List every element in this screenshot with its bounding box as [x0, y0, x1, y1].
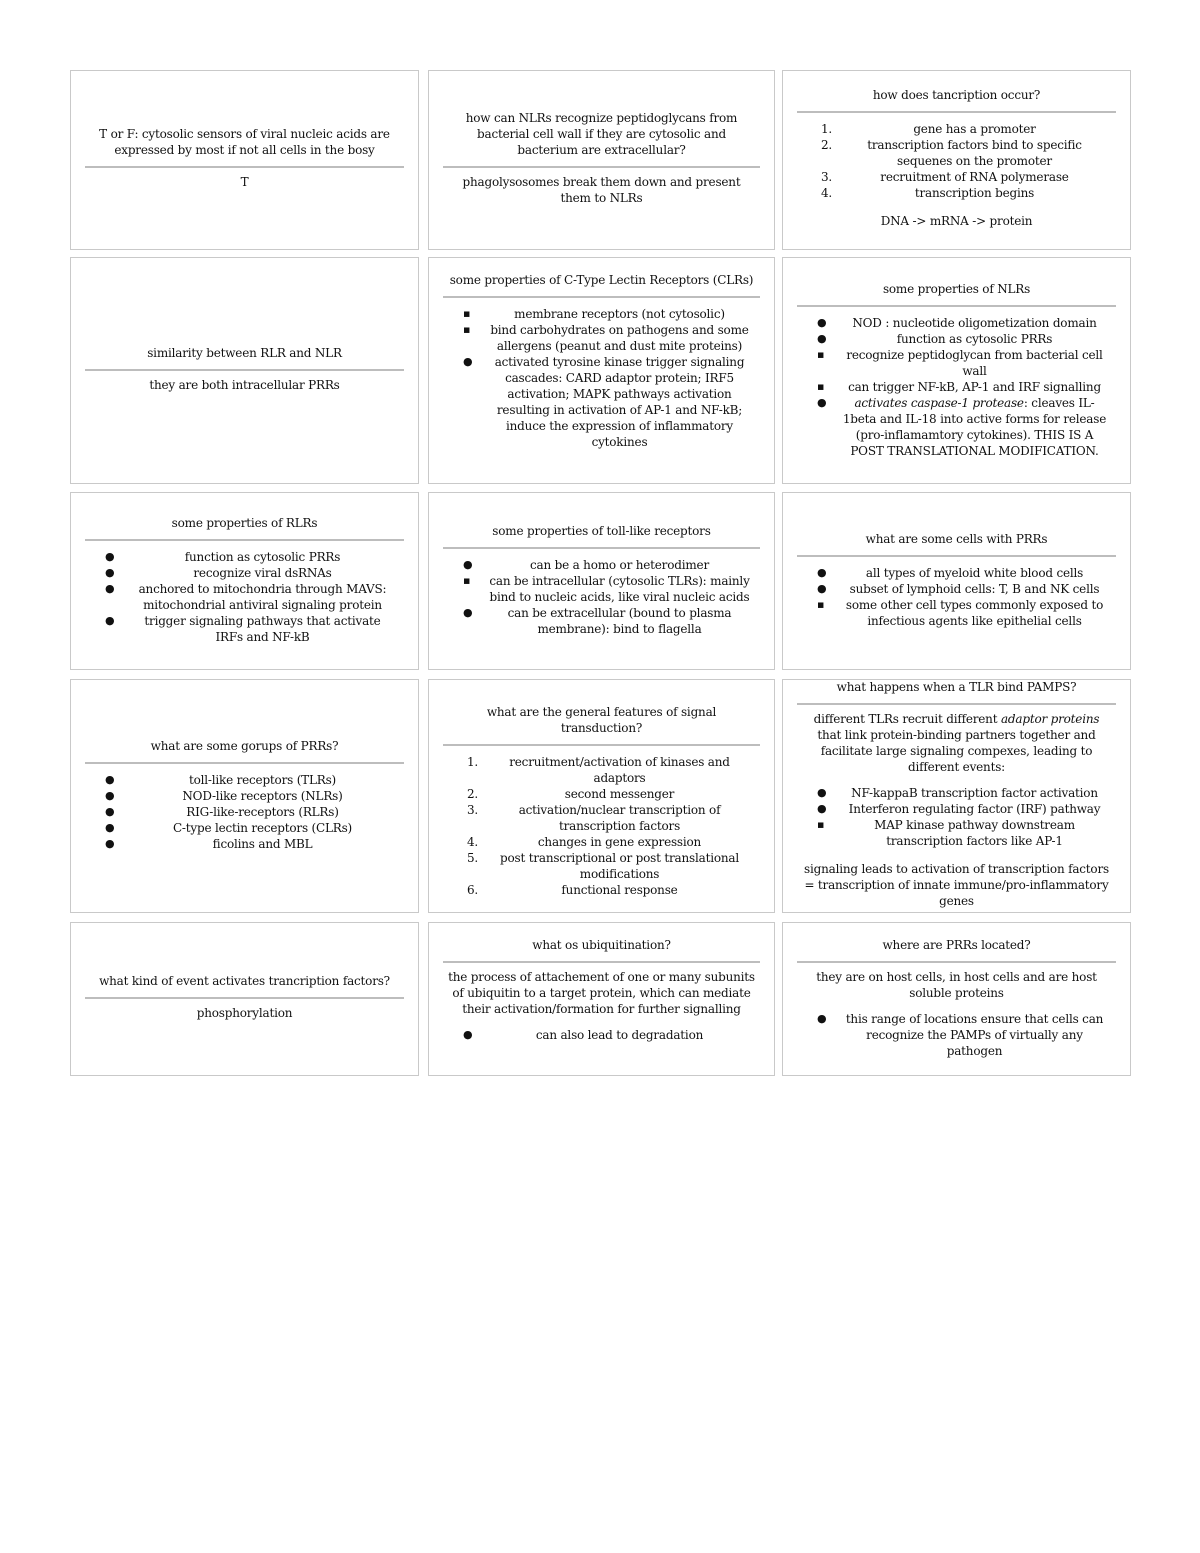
answer-text: the process of attachement of one or many subunits of ubiquitin to a target protein, which can mediate their activation/formation for further signalling	[448, 970, 755, 1016]
list-item: ● Interferon regulating factor (IRF) pathway	[817, 802, 1101, 816]
card-divider	[85, 539, 404, 541]
list-item: 1. recruitment/activation of kinases and adaptors	[467, 755, 730, 785]
bullet-list	[801, 565, 1112, 629]
list-item: ● can be a homo or heterodimer	[463, 558, 709, 572]
list-item: 2. second messenger	[467, 787, 675, 801]
card-answer	[797, 969, 1116, 1061]
card-answer	[85, 174, 404, 194]
card-question: some properties of NLRs	[882, 281, 1031, 296]
flashcard	[428, 257, 775, 484]
bullet-list	[89, 772, 400, 852]
list-item: ● NF-kappaB transcription factor activation	[817, 786, 1098, 800]
list-item: 6. functional response	[467, 883, 678, 897]
list-item: 1. gene has a promoter	[821, 122, 1036, 136]
list-item: ● can also lead to degradation	[463, 1028, 704, 1042]
card-question: some properties of toll-like receptors	[492, 524, 711, 538]
flashcard	[70, 492, 419, 670]
list-item: ● activated tyrosine kinase trigger signaling cascades: CARD adaptor protein; IRF5 activation; MAPK pathways activation resulting in activation of AP-1 and NF-kB; induce the expression of inflammatory cytokines	[463, 355, 745, 449]
card-question: T or F: cytosolic sensors of viral nucleic acids are expressed by most if not all cells in the bosy	[99, 127, 390, 157]
answer-text: they are on host cells, in host cells and are host soluble proteins	[816, 970, 1097, 1000]
card-answer	[443, 555, 760, 639]
flashcard	[782, 70, 1131, 250]
list-item: ● anchored to mitochondria through MAVS: mitochondrial antiviral signaling protein	[105, 582, 387, 612]
card-question: similarity between RLR and NLR	[147, 345, 342, 360]
flashcard	[428, 679, 775, 913]
list-item: ▪ some other cell types commonly exposed to infectious agents like epithelial cells	[817, 598, 1104, 628]
bullet-list	[89, 549, 400, 645]
card-answer	[797, 119, 1116, 233]
card-divider	[443, 166, 760, 168]
card-divider	[85, 762, 404, 764]
card-answer	[85, 377, 404, 397]
list-item: ● function as cytosolic PRRs	[817, 331, 1053, 346]
flashcard	[428, 492, 775, 670]
card-divider	[443, 296, 760, 298]
card-question: where are PRRs located?	[882, 938, 1031, 952]
flashcard	[782, 257, 1131, 484]
card-answer	[443, 304, 760, 452]
card-question: what happens when a TLR bind PAMPS?	[836, 680, 1077, 694]
list-item: 2. transcription factors bind to specific sequenes on the promoter	[821, 138, 1082, 168]
card-answer	[443, 174, 760, 210]
card-divider	[797, 703, 1116, 705]
answer-text: T	[240, 175, 249, 189]
list-item: ● activates caspase-1 protease: cleaves IL-1beta and IL-18 into active forms for release (pro-inflamamtory cytokines). THIS IS A POST TRANSLATIONAL MODIFICATION.	[817, 395, 1107, 458]
card-question: how can NLRs recognize peptidoglycans from bacterial cell wall if they are cytosolic and bacterium are extracellular?	[465, 111, 738, 157]
card-answer	[85, 1005, 404, 1025]
card-divider	[443, 961, 760, 963]
card-answer	[797, 313, 1116, 461]
card-question: what os ubiquitination?	[532, 938, 671, 952]
list-item: 3. activation/nuclear transcription of transcription factors	[467, 803, 721, 833]
list-item: ● toll-like receptors (TLRs)	[105, 773, 337, 787]
card-question: how does tancription occur?	[872, 88, 1041, 102]
list-item: ● function as cytosolic PRRs	[105, 550, 341, 564]
bullet-list	[447, 1027, 756, 1043]
flashcard	[428, 70, 775, 250]
card-question: what are some gorups of PRRs?	[150, 739, 339, 753]
card-divider	[797, 961, 1116, 963]
bullet-list	[801, 315, 1112, 459]
card-answer	[797, 711, 1116, 913]
bullet-list	[447, 306, 756, 450]
list-item: ▪ bind carbohydrates on pathogens and some allergens (peanut and dust mite proteins)	[463, 323, 749, 353]
flashcard	[70, 257, 419, 484]
numbered-list	[447, 754, 756, 898]
list-item: ● this range of locations ensure that cells can recognize the PAMPs of virtually any pathogen	[817, 1012, 1104, 1058]
card-answer	[443, 969, 760, 1045]
card-divider	[443, 547, 760, 549]
card-divider	[85, 997, 404, 999]
bullet-list	[447, 557, 756, 637]
card-question: some properties of C-Type Lectin Receptors (CLRs)	[449, 273, 754, 287]
list-item: ● NOD : nucleotide oligometization domain	[817, 315, 1097, 330]
list-item: ● NOD-like receptors (NLRs)	[105, 789, 343, 803]
flashcard	[782, 679, 1131, 913]
card-divider	[85, 166, 404, 168]
list-item: ▪ membrane receptors (not cytosolic)	[463, 307, 725, 321]
card-answer	[797, 563, 1116, 631]
list-item: ● ficolins and MBL	[105, 837, 313, 851]
list-item: ● C-type lectin receptors (CLRs)	[105, 821, 353, 835]
answer-text: different TLRs recruit different adaptor proteins that link protein-binding partners together and facilitate large signaling compexes, leading to different events:	[813, 712, 1100, 774]
list-item: ● can be extracellular (bound to plasma membrane): bind to flagella	[463, 606, 732, 636]
list-item: ▪ can trigger NF-kB, AP-1 and IRF signalling	[817, 379, 1101, 394]
answer-text: DNA -> mRNA -> protein	[880, 214, 1033, 228]
card-question: what are the general features of signal transduction?	[486, 705, 717, 735]
card-question: what kind of event activates trancription factors?	[99, 974, 390, 988]
card-answer	[85, 547, 404, 647]
list-item: 5. post transcriptional or post translational modifications	[467, 851, 739, 881]
card-answer	[443, 752, 760, 900]
list-item: ● all types of myeloid white blood cells	[817, 566, 1084, 580]
list-item: ● trigger signaling pathways that activate IRFs and NF-kB	[105, 614, 381, 644]
answer-text: phosphorylation	[196, 1006, 293, 1020]
card-divider	[85, 369, 404, 371]
answer-text: signaling leads to activation of transcription factors = transcription of innate immune/pro-inflammatory genes	[804, 862, 1109, 908]
list-item: 4. transcription begins	[821, 186, 1035, 200]
list-item: ● subset of lymphoid cells: T, B and NK cells	[817, 582, 1100, 596]
card-divider	[443, 744, 760, 746]
flashcard	[428, 922, 775, 1076]
numbered-list	[801, 121, 1112, 201]
answer-text: phagolysosomes break them down and present them to NLRs	[462, 175, 741, 205]
list-item: ▪ MAP kinase pathway downstream transcription factors like AP-1	[817, 818, 1075, 848]
flashcard	[70, 922, 419, 1076]
card-divider	[797, 305, 1116, 307]
answer-text: they are both intracellular PRRs	[149, 377, 340, 392]
list-item: ● RIG-like-receptors (RLRs)	[105, 805, 339, 819]
card-answer	[85, 770, 404, 854]
flashcard	[70, 70, 419, 250]
card-divider	[797, 111, 1116, 113]
card-question: what are some cells with PRRs	[865, 532, 1048, 546]
bullet-list	[801, 1011, 1112, 1059]
card-question: some properties of RLRs	[171, 516, 318, 530]
list-item: 3. recruitment of RNA polymerase	[821, 170, 1069, 184]
list-item: ● recognize viral dsRNAs	[105, 566, 332, 580]
flashcard	[782, 922, 1131, 1076]
flashcard	[782, 492, 1131, 670]
card-divider	[797, 555, 1116, 557]
list-item: ▪ recognize peptidoglycan from bacterial cell wall	[817, 347, 1103, 378]
bullet-list	[801, 785, 1112, 849]
list-item: 4. changes in gene expression	[467, 835, 702, 849]
flashcard	[70, 679, 419, 913]
list-item: ▪ can be intracellular (cytosolic TLRs): mainly bind to nucleic acids, like viral nucleic acids	[463, 574, 750, 604]
